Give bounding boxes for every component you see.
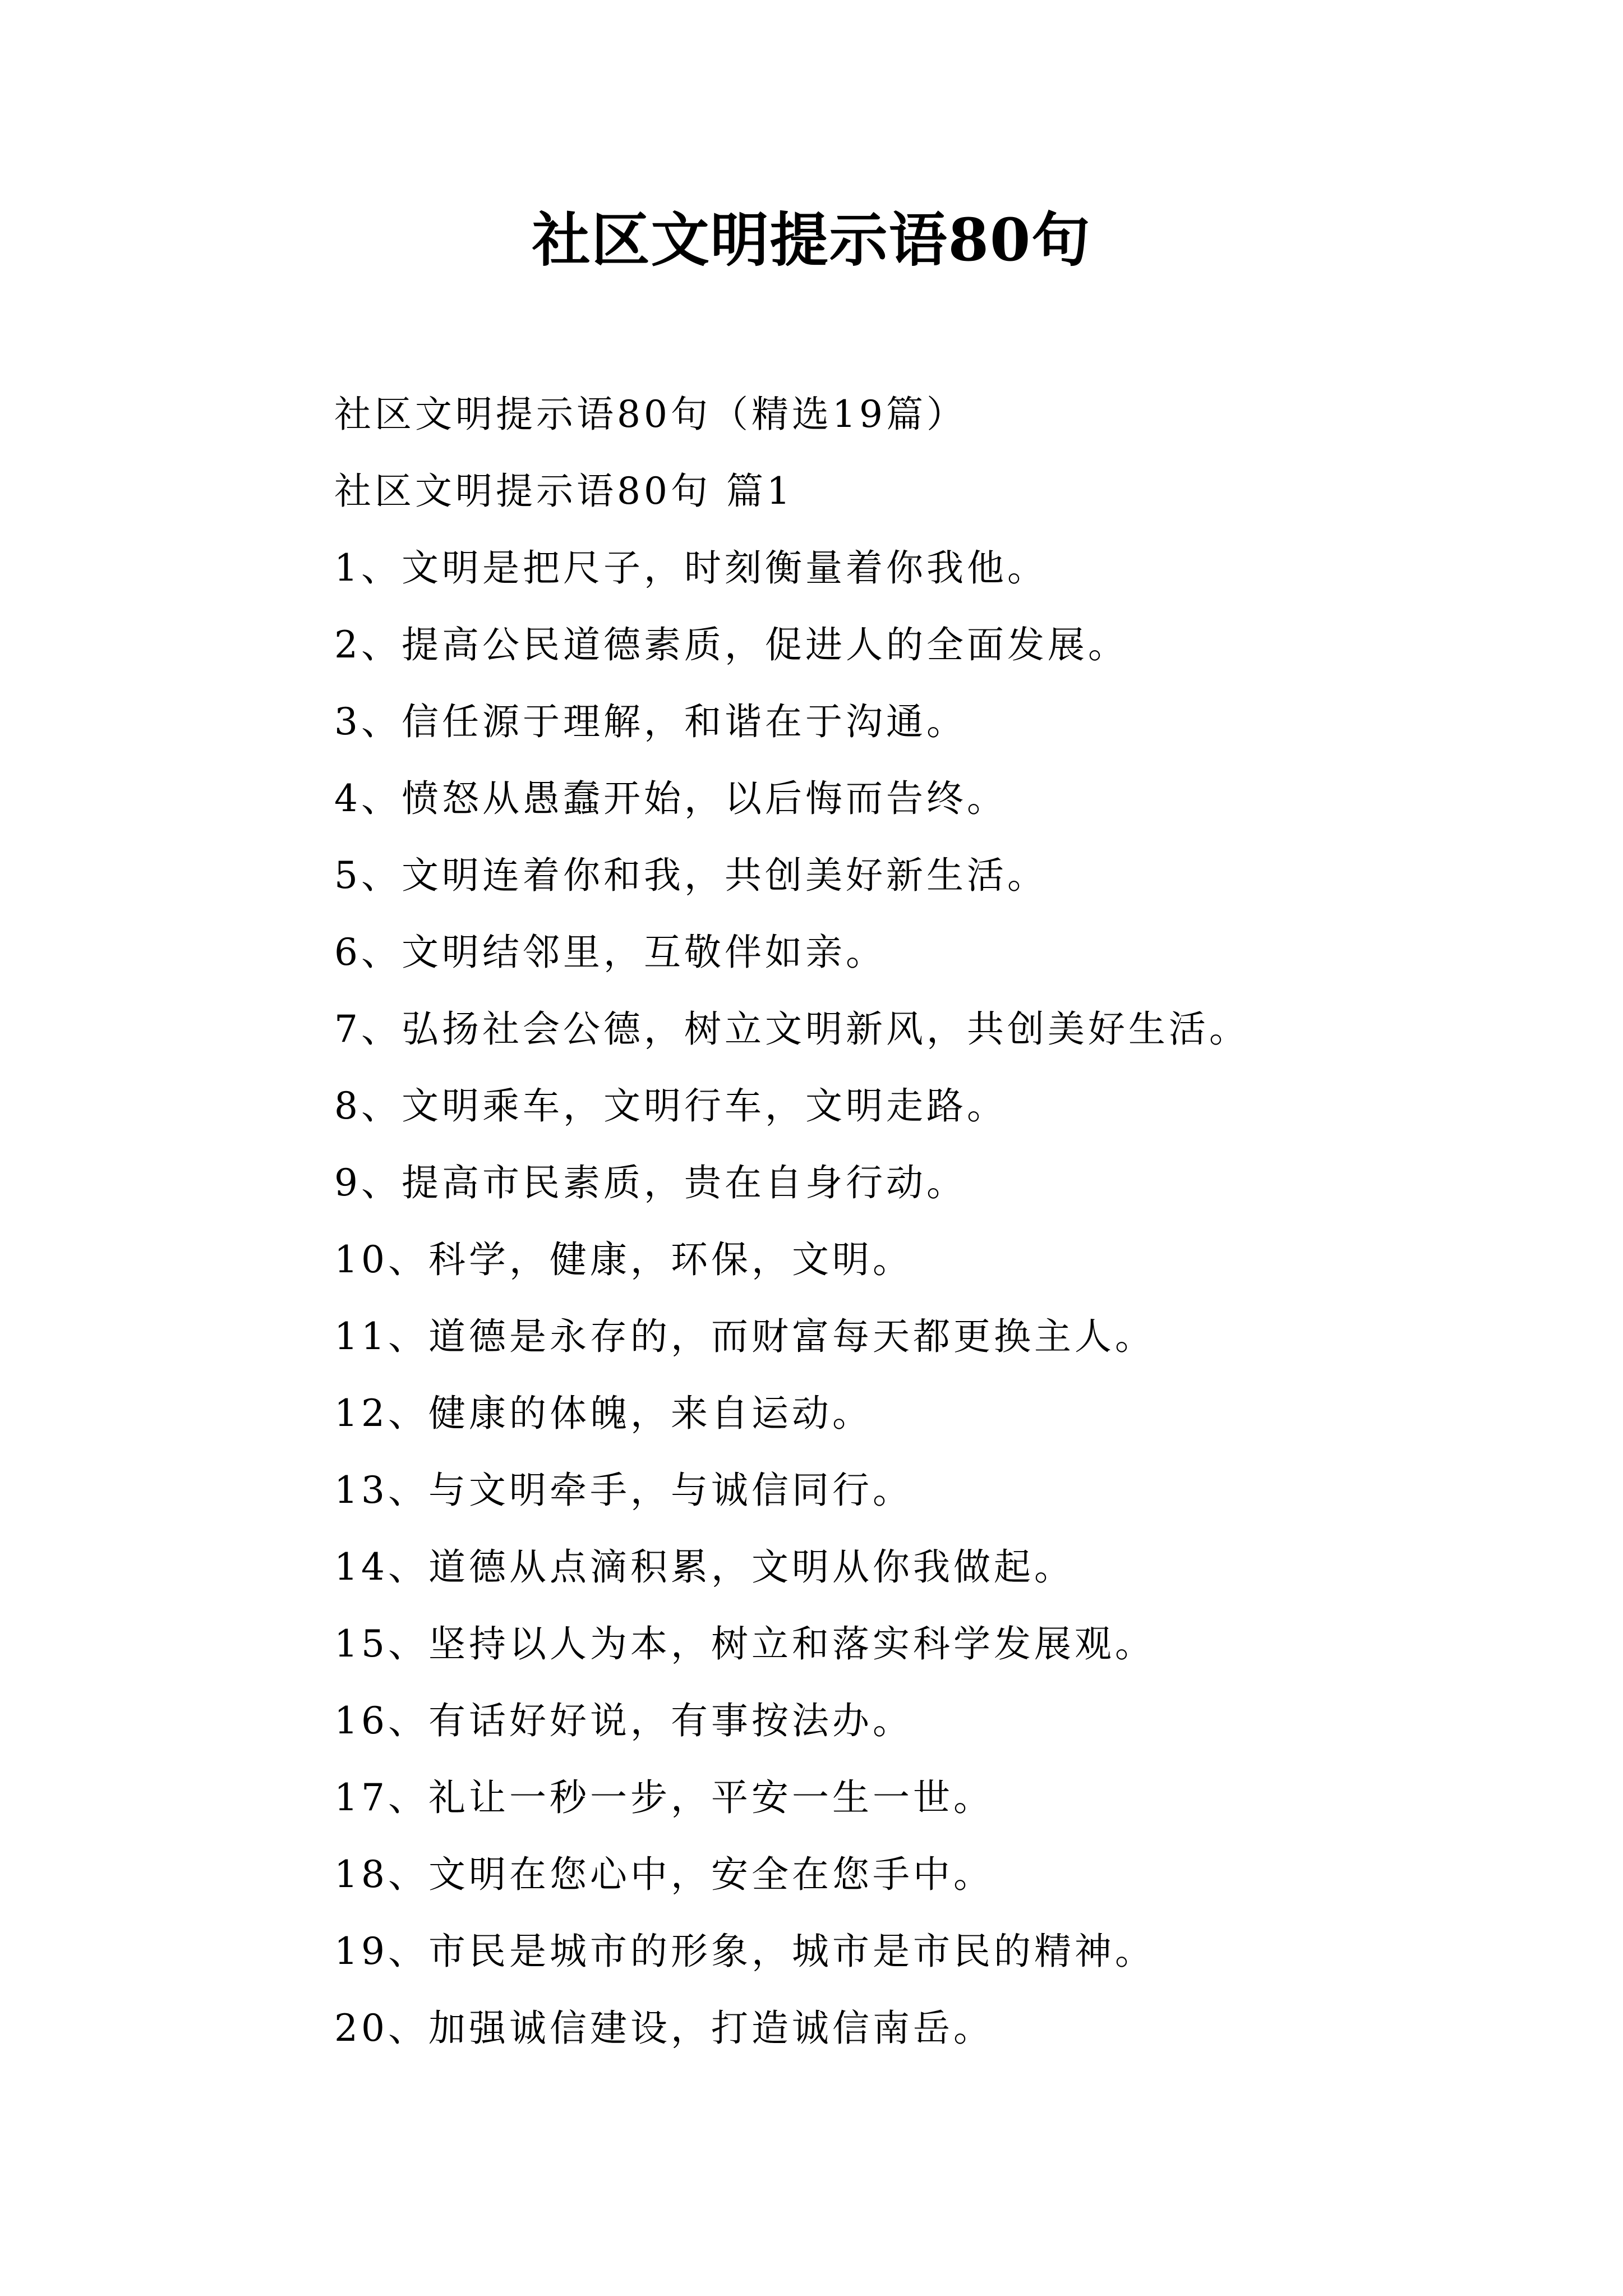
list-item: 3、信任源于理解，和谐在于沟通。 <box>334 700 967 743</box>
list-item: 4、愤怒从愚蠢开始，以后悔而告终。 <box>334 777 1007 820</box>
document-subtitle: 社区文明提示语80句（精选19篇） <box>334 393 967 436</box>
list-item: 18、文明在您心中，安全在您手中。 <box>334 1853 994 1896</box>
list-item: 1、文明是把尺子，时刻衡量着你我他。 <box>334 546 1048 590</box>
list-item: 12、健康的体魄，来自运动。 <box>334 1392 873 1435</box>
list-item: 7、弘扬社会公德，树立文明新风，共创美好生活。 <box>334 1007 1249 1051</box>
list-item: 8、文明乘车，文明行车，文明走路。 <box>334 1084 1007 1128</box>
list-item: 5、文明连着你和我，共创美好新生活。 <box>334 854 1048 897</box>
list-item: 19、市民是城市的形象，城市是市民的精神。 <box>334 1930 1155 1973</box>
list-item: 6、文明结邻里，互敬伴如亲。 <box>334 931 886 974</box>
document-title: 社区文明提示语80句 <box>532 205 1091 274</box>
list-item: 10、科学，健康，环保，文明。 <box>334 1238 913 1281</box>
section-heading: 社区文明提示语80句 篇1 <box>334 470 794 513</box>
list-item: 11、道德是永存的，而财富每天都更换主人。 <box>334 1315 1155 1358</box>
list-item: 20、加强诚信建设，打造诚信南岳。 <box>334 2007 994 2050</box>
list-item: 16、有话好好说，有事按法办。 <box>334 1699 913 1742</box>
list-item: 14、道德从点滴积累，文明从你我做起。 <box>334 1545 1075 1589</box>
document-body <box>334 376 1568 2067</box>
list-item: 9、提高市民素质，贵在自身行动。 <box>334 1161 967 1204</box>
list-item: 17、礼让一秒一步，平安一生一世。 <box>334 1776 994 1819</box>
list-item: 15、坚持以人为本，树立和落实科学发展观。 <box>334 1622 1155 1665</box>
list-item: 13、与文明牵手，与诚信同行。 <box>334 1469 913 1512</box>
list-item: 2、提高公民道德素质，促进人的全面发展。 <box>334 623 1128 666</box>
